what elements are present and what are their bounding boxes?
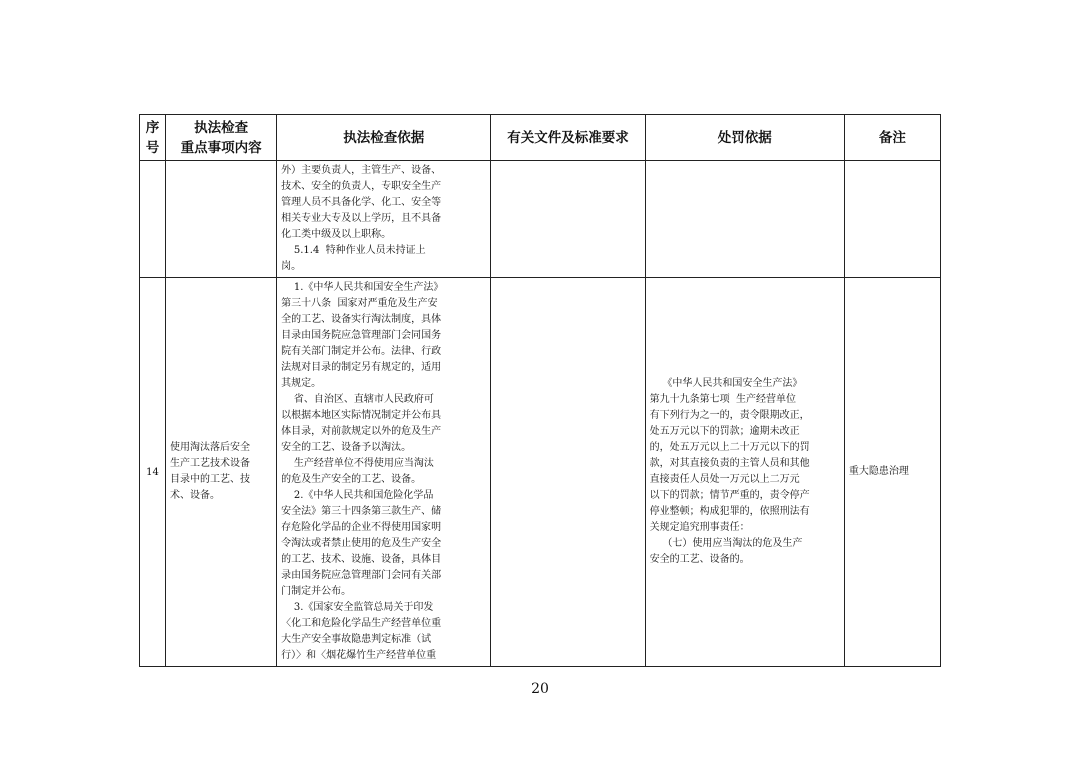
row-penalty (645, 278, 844, 667)
header-penalty: 处罚依据 (645, 115, 844, 161)
header-docs: 有关文件及标准要求 (491, 115, 645, 161)
remark-text (845, 161, 940, 165)
basis-text: 外）主要负责人，主管生产、设备、 技术、安全的负责人，专职安全生产 管理人员不具备化学、化工、安全等 相关专业大专及以上学历，且不具备 化工类中级及以上职称。 5.1.4 特种作业人员未持证上 岗。 (281, 165, 442, 272)
table-row (140, 278, 941, 667)
docs-text (491, 161, 644, 165)
row-item (166, 161, 277, 278)
header-basis: 执法检查依据 (277, 115, 491, 161)
table-row (140, 161, 941, 278)
item-text: 使用淘汰落后安全 生产工艺技术设备 目录中的工艺、技 术、设备。 (170, 442, 251, 501)
item-text (166, 161, 276, 165)
penalty-text: 《中华人民共和国安全生产法》 第九十九条第七项 生产经营单位 有下列行为之一的，责令限期改正， 处五万元以下的罚款；逾期未改正 的，处五万元以上二十万元以下的罚 款，对其直接负责的主管人员和其他 直接责任人员处一万元以上二万元 以下的罚款；情节严重的，责令停产 停业整顿；构成犯罪的，依照刑法有 关规定追究刑事责任： （七）使用应当淘汰的危及生产 安全的工艺、设备的。 (649, 378, 810, 565)
row-basis (277, 161, 491, 278)
row-remark (844, 161, 940, 278)
row-penalty (645, 161, 844, 278)
row-docs (491, 278, 645, 667)
remark-text: 重大隐患治理 (848, 466, 909, 477)
row-number (140, 161, 166, 278)
row-item (166, 278, 277, 667)
penalty-text (646, 161, 844, 165)
row-basis (277, 278, 491, 667)
row-remark (844, 278, 940, 667)
enforcement-table (139, 114, 941, 667)
header-remark: 备注 (844, 115, 940, 161)
table-header-row (140, 115, 941, 161)
page-number: 20 (531, 681, 549, 697)
docs-text (491, 278, 644, 282)
row-docs (491, 161, 645, 278)
header-no: 序 号 (140, 115, 166, 161)
basis-text: 1.《中华人民共和国安全生产法》 第三十八条 国家对严重危及生产安 全的工艺、设备实行淘汰制度，具体 目录由国务院应急管理部门会同国务 院有关部门制定并公布。法律、行政 法规对目录的制定另有规定的，适用 其规定。 省、自治区、直辖市人民政府可 以根据本地区实际情况制定并公布具 体目录，对前款规定以外的危及生产 安全的工艺、设备予以淘汰。 生产经营单位不得使用应当淘汰 的危及生产安全的工艺、设备。 2.《中华人民共和国危险化学品 安全法》第三十四条第三款生产、储 存危险化学品的企业不得使用国家明 令淘汰或者禁止使用的危及生产安全 的工艺、技术、设施、设备，具体目 录由国务院应急管理部门会同有关部 门制定并公布。 3.《国家安全监管总局关于印发 〈化工和危险化学品生产经营单位重 大生产安全事故隐患判定标准（试 行）〉和〈烟花爆竹生产经营单位重 (281, 282, 444, 661)
header-item: 执法检查 重点事项内容 (166, 115, 277, 161)
row-number: 14 (140, 278, 166, 667)
